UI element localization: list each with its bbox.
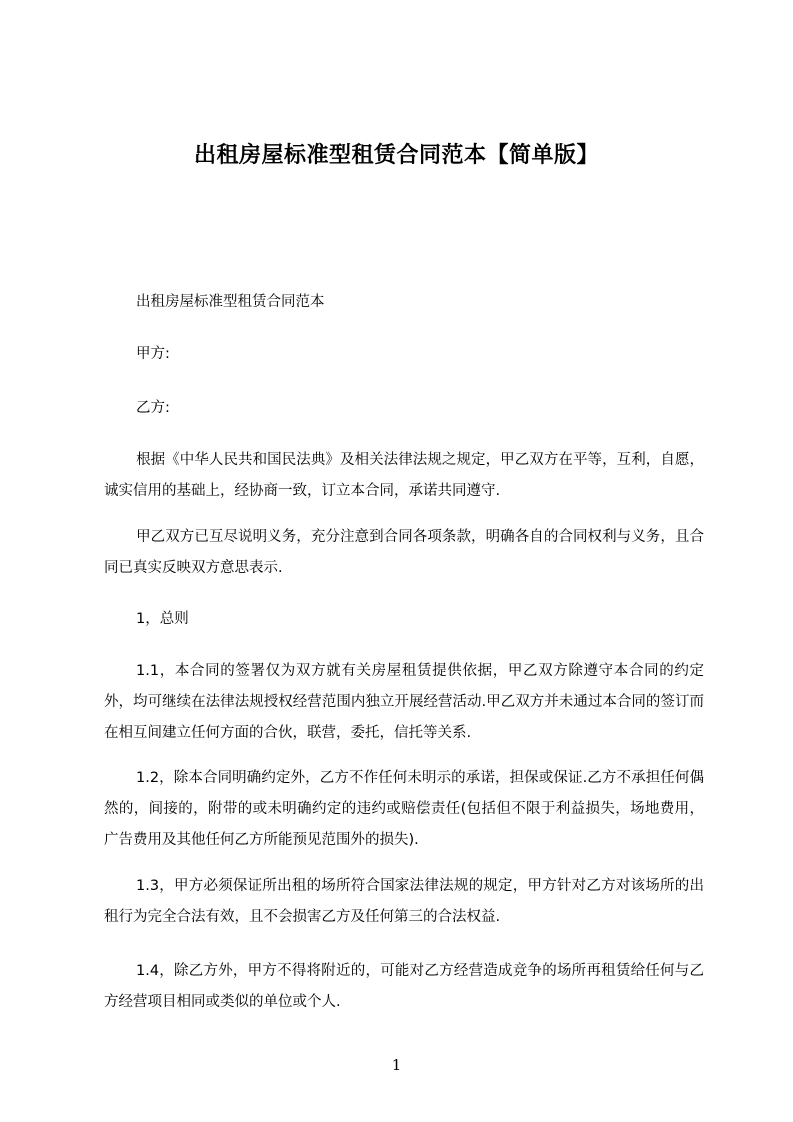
page-number: 1 bbox=[391, 1056, 402, 1074]
clause-1-2 bbox=[104, 763, 704, 856]
section-heading: 1，总则 bbox=[136, 611, 189, 627]
clause-1-1 bbox=[104, 656, 704, 749]
clause-1-3 bbox=[104, 871, 704, 933]
clause-text: 1.2，除本合同明确约定外，乙方不作任何未明示的承诺，担保或保证.乙方不承担任何偶然的，间接的，附带的或未明确约定的违约或赔偿责任(包括但不限于利益损失，场地费用，广告费用及其他任何乙方所能预见范围外的损失). bbox=[104, 770, 704, 848]
clause-1-4 bbox=[104, 956, 704, 1018]
paragraph-preamble bbox=[104, 445, 704, 507]
document-title: 出租房屋标准型租赁合同范本【简单版】 bbox=[193, 143, 599, 168]
clause-text: 1.4，除乙方外，甲方不得将附近的，可能对乙方经营造成竞争的场所再租赁给任何与乙方经营项目相同或类似的单位或个人. bbox=[104, 963, 704, 1010]
document-subtitle: 出租房屋标准型租赁合同范本 bbox=[136, 294, 325, 310]
party-b-label: 乙方: bbox=[136, 400, 170, 416]
clause-text: 1.3，甲方必须保证所出租的场所符合国家法律法规的规定，甲方针对乙方对该场所的出租行为完全合法有效，且不会损害乙方及任何第三的合法权益. bbox=[104, 878, 704, 925]
party-a-label: 甲方: bbox=[136, 346, 170, 362]
paragraph-text: 甲乙双方已互尽说明义务，充分注意到合同各项条款，明确各自的合同权利与义务，且合同已真实反映双方意思表示. bbox=[104, 529, 704, 576]
clause-text: 1.1，本合同的签署仅为双方就有关房屋租赁提供依据，甲乙双方除遵守本合同的约定外，均可继续在法律法规授权经营范围内独立开展经营活动.甲乙双方并未通过本合同的签订而在相互间建立任何方面的合伙，联营，委托，信托等关系. bbox=[104, 663, 704, 741]
paragraph-text: 根据《中华人民共和国民法典》及相关法律法规之规定，甲乙双方在平等，互利，自愿，诚实信用的基础上，经协商一致，订立本合同，承诺共同遵守. bbox=[104, 452, 704, 499]
paragraph-disclosure bbox=[104, 522, 704, 584]
